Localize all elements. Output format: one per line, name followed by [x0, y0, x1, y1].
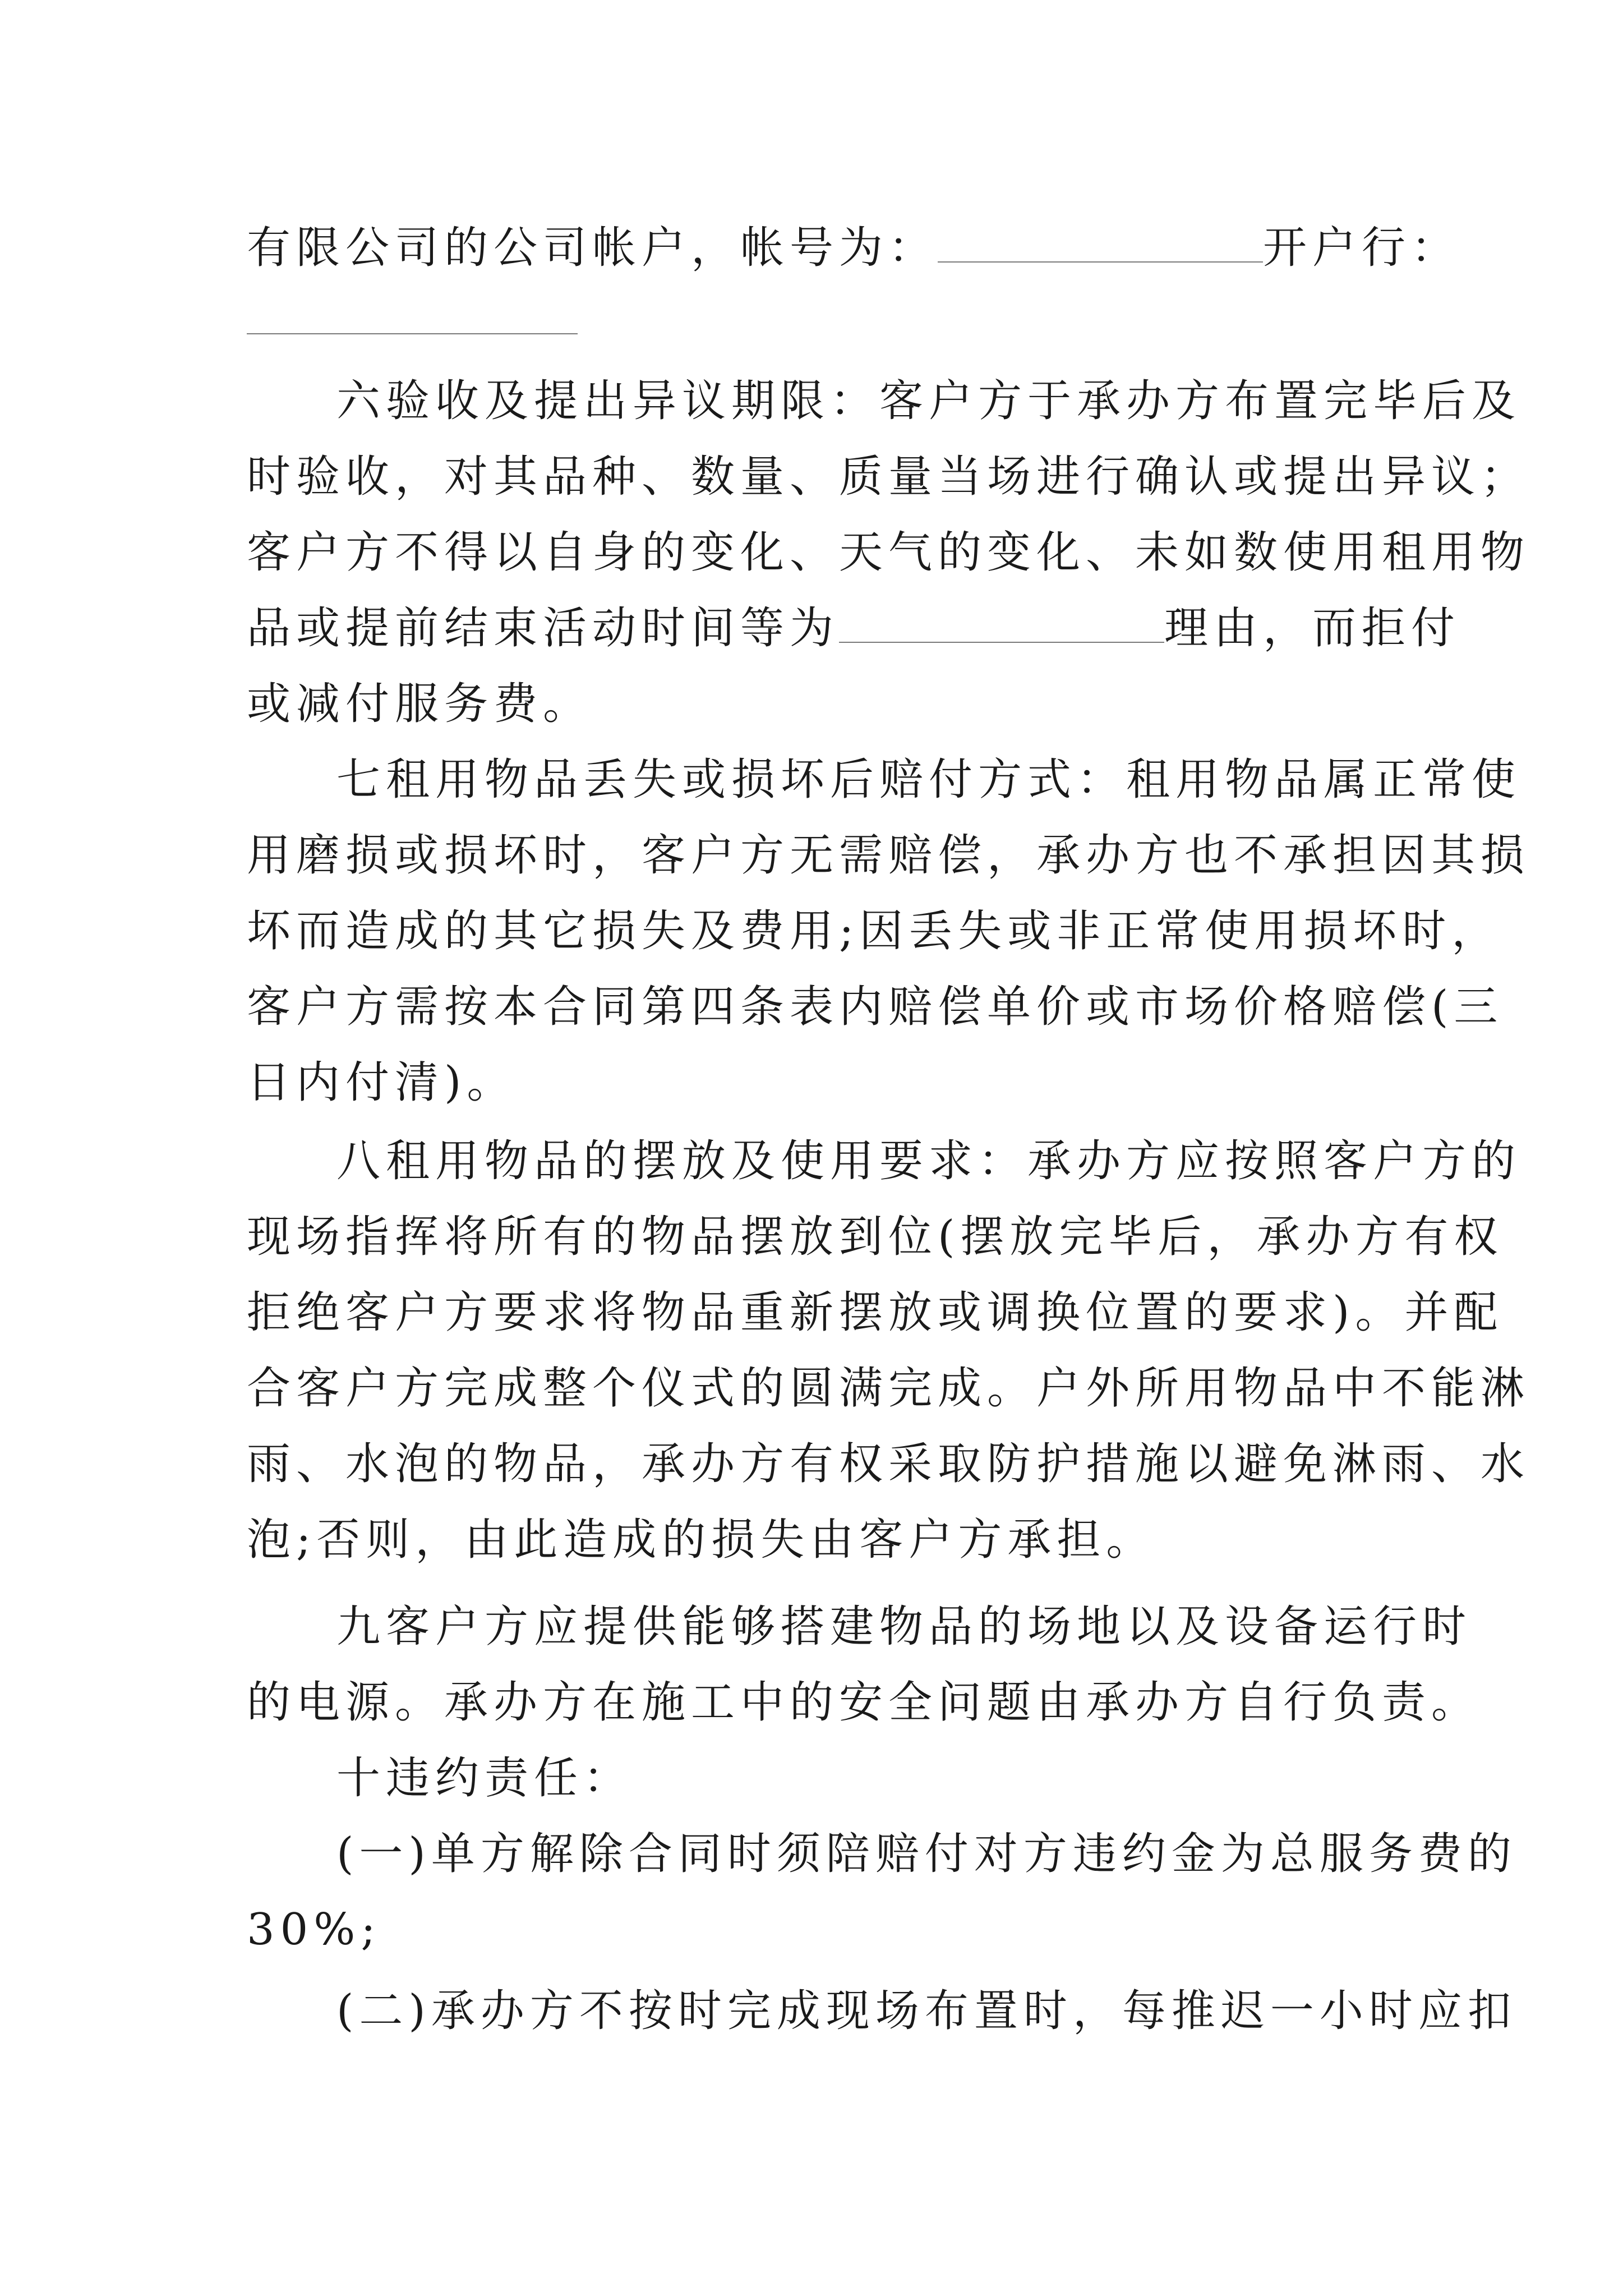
clause-8-line-5: 雨、水泡的物品，承办方有权采取防护措施以避免淋雨、水	[247, 1439, 1530, 1489]
clause-6-line-4-tail: 理由，而拒付	[1164, 603, 1461, 654]
clause-10-heading: 十违约责任：	[336, 1753, 633, 1803]
clause-8-line-6: 泡;否则，由此造成的损失由客户方承担。	[247, 1515, 1156, 1565]
bank-blank-line	[247, 292, 578, 348]
clause-8-line-1: 八租用物品的摆放及使用要求：承办方应按照客户方的	[336, 1136, 1521, 1186]
clause-6-line-5: 或减付服务费。	[247, 679, 593, 729]
clause-9-line-1: 九客户方应提供能够搭建物品的场地以及设备运行时	[336, 1602, 1472, 1652]
clause-6-line-3: 客户方不得以自身的变化、天气的变化、未如数使用租用物	[247, 527, 1530, 578]
clause-7-line-1: 七租用物品丢失或损坏后赔付方式：租用物品属正常使	[336, 754, 1521, 805]
clause-9-line-2: 的电源。承办方在施工中的安全问题由承办方自行负责。	[247, 1677, 1481, 1728]
clause-8-line-4: 合客户方完成整个仪式的圆满完成。户外所用物品中不能淋	[247, 1363, 1530, 1414]
clause-10-item-2: (二)承办方不按时完成现场布置时，每推迟一小时应扣	[336, 1986, 1517, 2036]
bank-label: 开户行：	[1263, 223, 1461, 273]
clause-10-item-1: (一)单方解除合同时须陪赔付对方违约金为总服务费的	[336, 1829, 1517, 1879]
clause-8-line-3: 拒绝客户方要求将物品重新摆放或调换位置的要求)。并配	[247, 1287, 1504, 1338]
clause-7-line-5: 日内付清)。	[247, 1057, 517, 1108]
clause-7-line-3: 坏而造成的其它损失及费用;因丢失或非正常使用损坏时，	[247, 906, 1501, 956]
account-number-blank	[938, 222, 1263, 263]
account-line	[247, 220, 1460, 276]
clause-6-line-4-text: 品或提前结束活动时间等为	[247, 603, 840, 654]
clause-7-line-2: 用磨损或损坏时，客户方无需赔偿，承办方也不承担因其损	[247, 830, 1530, 881]
clause-6-line-2: 时验收，对其品种、数量、质量当场进行确认或提出异议；	[247, 452, 1530, 502]
clause-7-line-4: 客户方需按本合同第四条表内赔偿单价或市场价格赔偿(三	[247, 982, 1504, 1032]
clause-8-line-2: 现场指挥将所有的物品摆放到位(摆放完毕后，承办方有权	[247, 1212, 1504, 1262]
bank-name-blank	[247, 294, 578, 334]
account-text: 有限公司的公司帐户，帐号为：	[247, 223, 938, 273]
reason-blank	[839, 602, 1164, 643]
clause-6-line-4	[247, 600, 1460, 656]
clause-10-item-1-cont: 30%;	[247, 1904, 381, 1955]
clause-6-line-1: 六验收及提出异议期限：客户方于承办方布置完毕后及	[336, 376, 1521, 426]
